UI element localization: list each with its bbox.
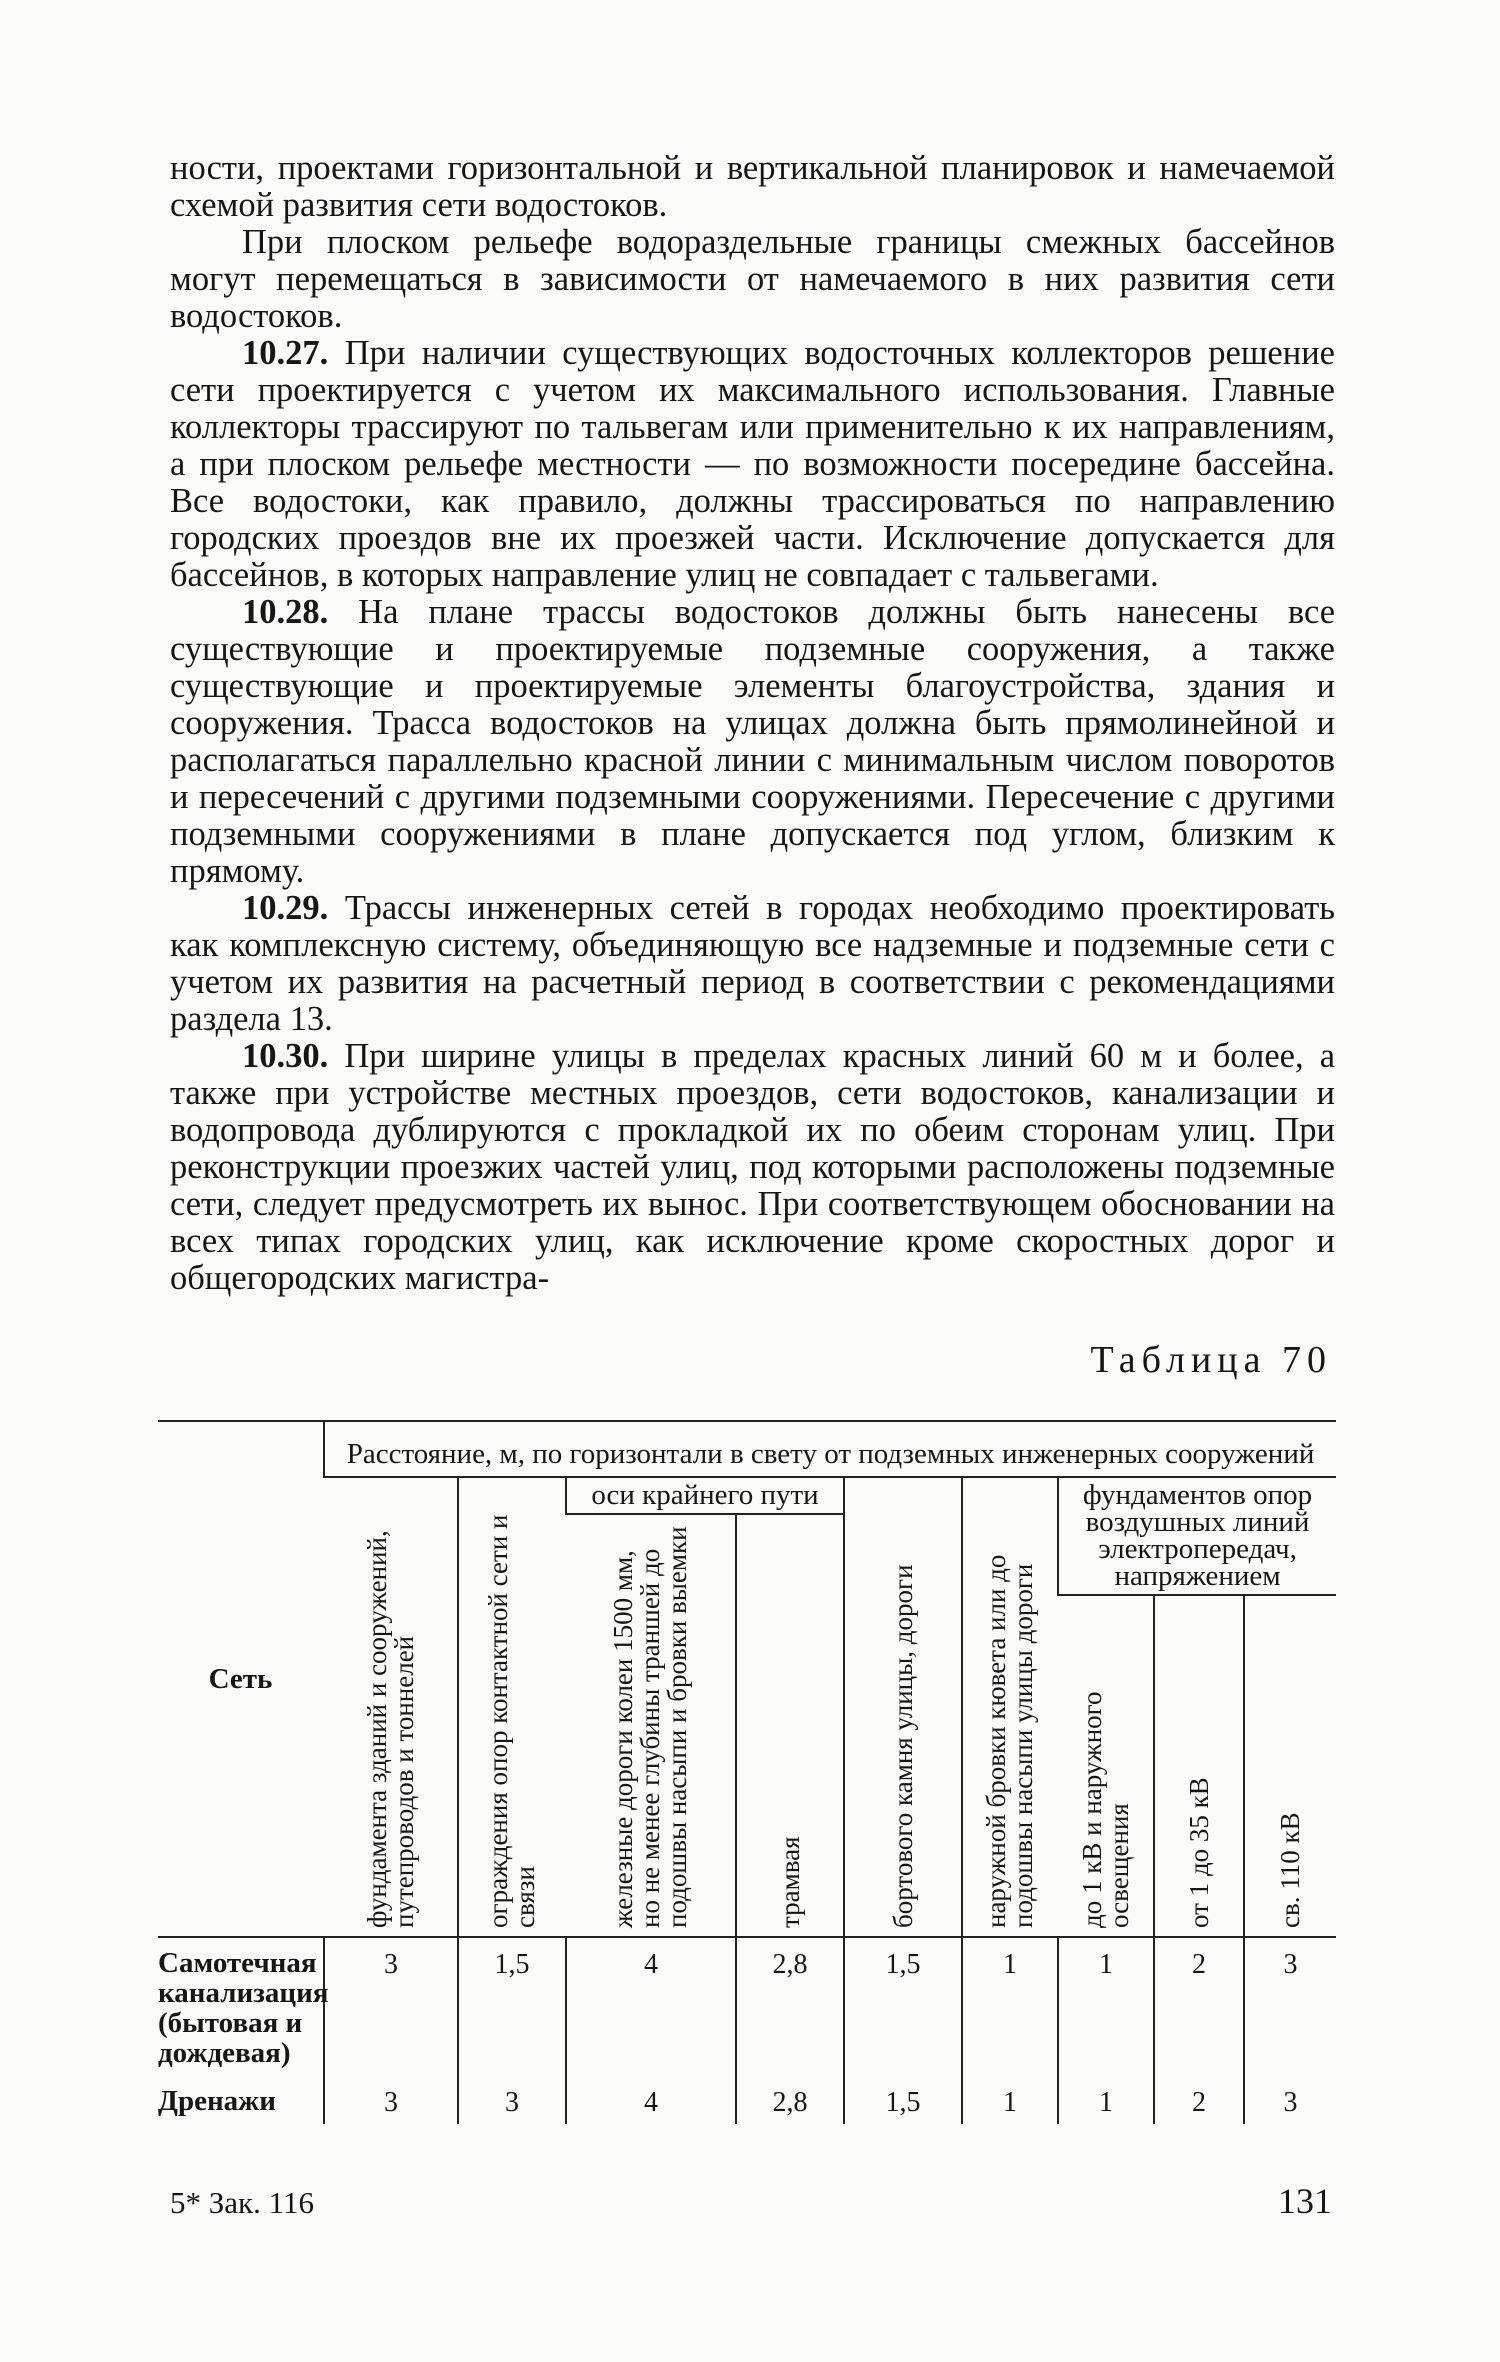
super-header: Расстояние, м, по горизонтали в свету от подземных инженерных сооружений xyxy=(324,1421,1336,1477)
col-header-ditch: наружной бровки кювета или до подошвы насыпи улицы дороги xyxy=(962,1477,1058,1937)
cell: 1,5 xyxy=(844,1937,962,2076)
cell: 4 xyxy=(566,2076,736,2124)
cell: 1,5 xyxy=(458,1937,566,2076)
col-header-35kv: от 1 до 35 кВ xyxy=(1154,1595,1244,1937)
cell: 3 xyxy=(458,2076,566,2124)
cell: 3 xyxy=(1244,2076,1336,2124)
cell: 2 xyxy=(1154,2076,1244,2124)
body-text xyxy=(170,150,1335,1297)
distance-table xyxy=(158,1420,1336,2124)
cell: 3 xyxy=(324,2076,458,2124)
cell: 2,8 xyxy=(736,2076,844,2124)
cell: 3 xyxy=(1244,1937,1336,2076)
table-row xyxy=(158,2076,1336,2124)
row-name: Дренажи xyxy=(158,2085,276,2117)
cell: 1 xyxy=(962,1937,1058,2076)
table-caption: Таблица 70 xyxy=(1090,1339,1332,1381)
print-mark: 5* Зак. 116 xyxy=(170,2185,314,2220)
col-header-1kv: до 1 кВ и наружного освещения xyxy=(1058,1595,1154,1937)
col-header-set: Сеть xyxy=(158,1421,324,1937)
paragraph-10-30: 10.30. При ширине улицы в пределах красных линий 60 м и более, а также при устройстве местных проездов, сети водостоков, канализации и водопровода дублируются с прокладкой их по обеим сторонам улиц. При реконструкции проезжих частей улиц, под которыми расположены подземные сети, следует предусмотреть их вынос. При соответствующем обосновании на всех типах городских улиц, как исключение кроме скоростных дорог и общегородских магистра- xyxy=(170,1037,1336,1297)
table-row xyxy=(158,1937,1336,2076)
clause-number: 10.30. xyxy=(242,1037,329,1075)
page-number: 131 xyxy=(1278,2181,1332,2221)
paragraph: ности, проектами горизонтальной и вертикальной планировок и намечаемой схемой развития сети водостоков. xyxy=(170,149,1335,224)
group-header-track-axis: оси крайнего пути xyxy=(566,1477,844,1514)
col-header-110kv: св. 110 кВ xyxy=(1244,1595,1336,1937)
cell: 1,5 xyxy=(844,2076,962,2124)
clause-number: 10.28. xyxy=(242,593,329,631)
cell: 1 xyxy=(962,2076,1058,2124)
col-header-railway: железные дороги колеи 1500 мм, но не менее глубины траншей до подошвы насыпи и бровки выемки xyxy=(566,1514,736,1937)
col-header-fence: ограждения опор контактной сети и связи xyxy=(458,1477,566,1937)
clause-number: 10.29. xyxy=(242,889,329,927)
clause-number: 10.27. xyxy=(242,334,329,372)
paragraph-10-29: 10.29. Трассы инженерных сетей в городах необходимо проектировать как комплексную систему, объединяющую все надземные и подземные сети с учетом их развития на расчетный период в соответствии с рекомендациями раздела 13. xyxy=(170,889,1336,1038)
col-header-tram: трамвая xyxy=(736,1514,844,1937)
paragraph: При плоском рельефе водораздельные границы смежных бассейнов могут перемещаться в зависимости от намечаемого в них развития сети водостоков. xyxy=(170,223,1335,335)
row-name: Самотечная канализация (бытовая и дождевая) xyxy=(158,1937,324,2076)
cell: 1 xyxy=(1058,2076,1154,2124)
group-header-power-supports: фундаментов опор воздушных линий электропередач, напряжением xyxy=(1058,1477,1336,1595)
paragraph-10-27: 10.27. При наличии существующих водосточных коллекторов решение сети проектируется с учетом их максимального использования. Главные коллекторы трассируют по тальвегам или применительно к их направлениям, а при плоском рельефе местности — по возможности посередине бассейна. Все водостоки, как правило, должны трассироваться по направлению городских проездов вне их проезжей части. Исключение допускается для бассейнов, в которых направление улиц не совпадает с тальвегами. xyxy=(170,334,1335,594)
paragraph-10-28: 10.28. На плане трассы водостоков должны быть нанесены все существующие и проектируемые подземные сооружения, а также существующие и проектируемые элементы благоустройства, здания и сооружения. Трасса водостоков на улицах должна быть прямолинейной и располагаться параллельно красной линии с минимальным числом поворотов и пересечений с другими подземными сооружениями. Пересечение с другими подземными сооружениями в плане допускается под углом, близким к прямому. xyxy=(170,593,1336,890)
col-header-curb: бортового камня улицы, дороги xyxy=(844,1477,962,1937)
cell: 2 xyxy=(1154,1937,1244,2076)
cell: 3 xyxy=(324,1937,458,2076)
cell: 1 xyxy=(1058,1937,1154,2076)
cell: 4 xyxy=(566,1937,736,2076)
col-header-foundation: фундамента зданий и сооружений, путепроводов и тоннелей xyxy=(324,1477,458,1937)
cell: 2,8 xyxy=(736,1937,844,2076)
